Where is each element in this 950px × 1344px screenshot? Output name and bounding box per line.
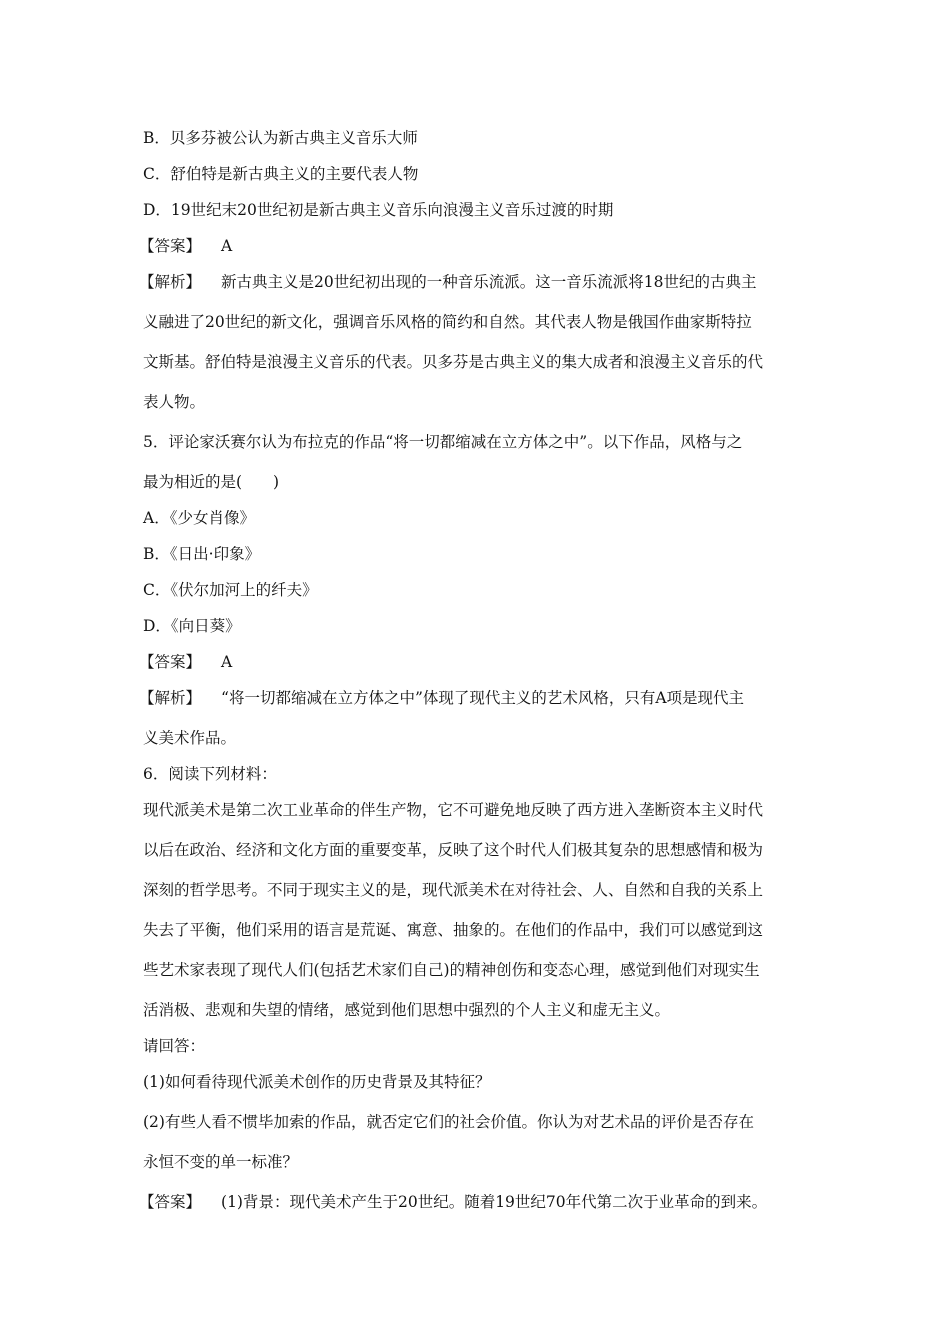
q6-subquestion-1: (1)如何看待现代派美术创作的历史背景及其特征？ bbox=[143, 1073, 491, 1091]
q6-material-line: 失去了平衡，他们采用的语言是荒诞、寓意、抽象的。在他们的作品中，我们可以感觉到这 bbox=[143, 921, 764, 939]
q6-answer bbox=[139, 1192, 823, 1212]
q6-material-line: 现代派美术是第二次工业革命的伴生产物，它不可避免地反映了西方进入垄断资本主义时代 bbox=[143, 801, 764, 819]
q5-analysis-line: 义美术作品。 bbox=[143, 729, 237, 747]
analysis-label: 【解析】 bbox=[139, 273, 202, 291]
answer-label: 【答案】 bbox=[139, 1193, 202, 1211]
q6-subquestion-2-line: 永恒不变的单一标准？ bbox=[143, 1153, 299, 1171]
q6-material-line: 些艺术家表现了现代人们(包括艺术家们自己)的精神创伤和变态心理，感觉到他们对现实生 bbox=[143, 961, 760, 979]
answer-value: A bbox=[221, 653, 233, 671]
q6-material-line: 活消极、悲观和失望的情绪，感觉到他们思想中强烈的个人主义和虚无主义。 bbox=[143, 1001, 671, 1019]
q4-analysis-line: 表人物。 bbox=[143, 393, 206, 411]
q4-analysis-line: 义融进了20世纪的新文化，强调音乐风格的简约和自然。其代表人物是俄国作曲家斯特拉 bbox=[143, 313, 752, 331]
answer-text: (1)背景：现代美术产生于20世纪。随着19世纪70年代第二次于业革命的到来。 bbox=[221, 1193, 768, 1211]
q4-analysis-line bbox=[139, 272, 823, 292]
q5-analysis-line bbox=[139, 688, 823, 708]
q6-prompt: 请回答： bbox=[143, 1037, 206, 1055]
q5-option-d: D．《向日葵》 bbox=[143, 617, 241, 635]
answer-label: 【答案】 bbox=[139, 237, 202, 255]
analysis-text: “将一切都缩减在立方体之中”体现了现代主义的艺术风格，只有A项是现代主 bbox=[221, 689, 745, 707]
q6-material-line: 以后在政治、经济和文化方面的重要变革，反映了这个时代人们极其复杂的思想感情和极为 bbox=[143, 841, 764, 859]
q4-option-d: D．19世纪末20世纪初是新古典主义音乐向浪漫主义音乐过渡的时期 bbox=[143, 201, 614, 219]
q4-option-c: C．舒伯特是新古典主义的主要代表人物 bbox=[143, 165, 419, 183]
answer-value: A bbox=[221, 237, 233, 255]
analysis-text: 新古典主义是20世纪初出现的一种音乐流派。这一音乐流派将18世纪的古典主 bbox=[221, 273, 757, 291]
q6-stem: 6．阅读下列材料： bbox=[143, 765, 277, 783]
q5-answer bbox=[139, 652, 823, 672]
q4-answer bbox=[139, 236, 823, 256]
q6-material-line: 深刻的哲学思考。不同于现实主义的是，现代派美术在对待社会、人、自然和自我的关系上 bbox=[143, 881, 764, 899]
q5-stem-line: 5．评论家沃赛尔认为布拉克的作品“将一切都缩减在立方体之中”。以下作品，风格与之 bbox=[143, 433, 743, 451]
q4-analysis-line: 文斯基。舒伯特是浪漫主义音乐的代表。贝多芬是古典主义的集大成者和浪漫主义音乐的代 bbox=[143, 353, 764, 371]
q5-stem-line: 最为相近的是( ) bbox=[143, 473, 280, 491]
q5-option-a: A．《少女肖像》 bbox=[143, 509, 255, 527]
analysis-label: 【解析】 bbox=[139, 689, 202, 707]
q4-option-b: B．贝多芬被公认为新古典主义音乐大师 bbox=[143, 129, 418, 147]
q5-option-b: B．《日出·印象》 bbox=[143, 545, 261, 563]
answer-label: 【答案】 bbox=[139, 653, 202, 671]
q6-subquestion-2-line: (2)有些人看不惯毕加索的作品，就否定它们的社会价值。你认为对艺术品的评价是否存在 bbox=[143, 1113, 754, 1131]
q5-option-c: C．《伏尔加河上的纤夫》 bbox=[143, 581, 318, 599]
